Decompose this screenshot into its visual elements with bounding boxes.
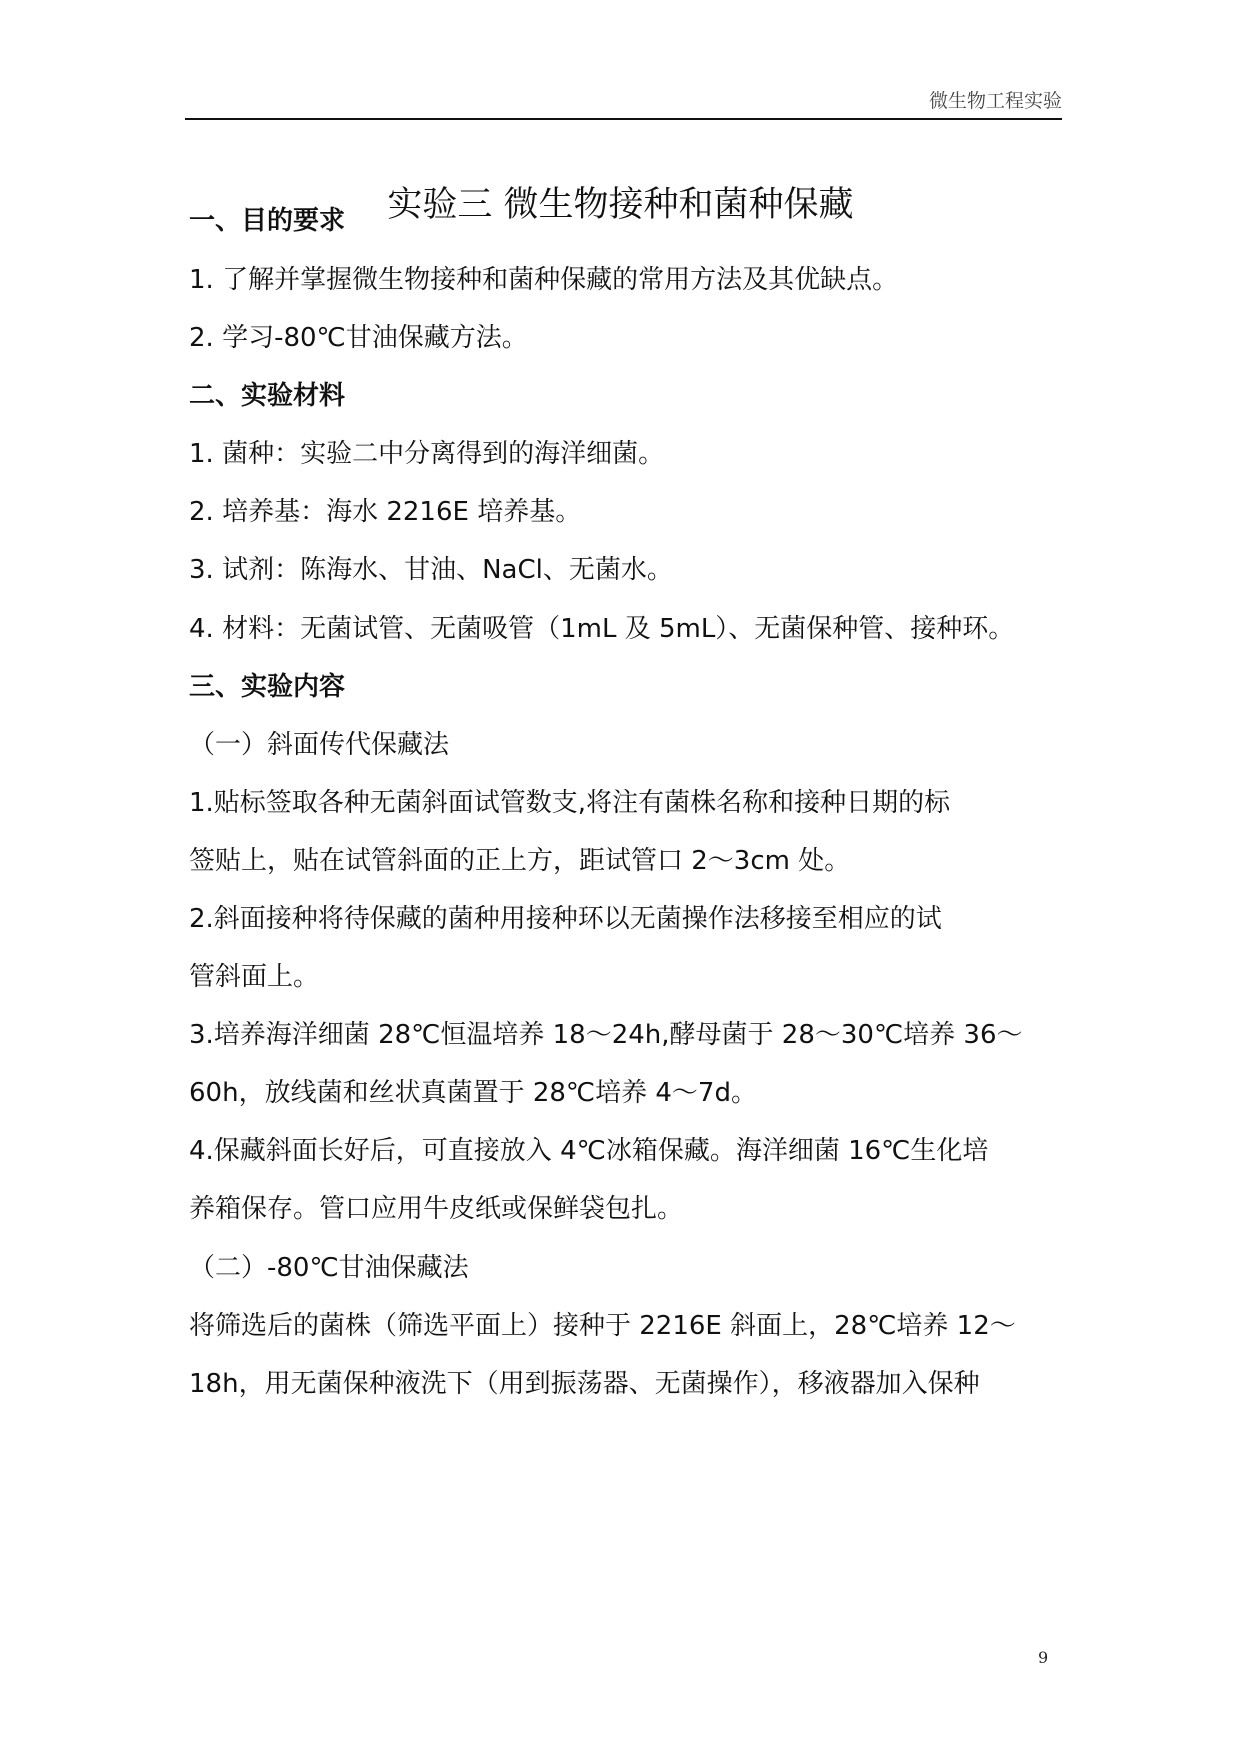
document-title: 实验三 微生物接种和菌种保藏 (387, 185, 854, 226)
paragraph-line-2: 18h，用无菌保种液洗下（用到振荡器、无菌操作），移液器加入保种 (189, 1369, 980, 1399)
objective-item-2: 2. 学习-80℃甘油保藏方法。 (189, 323, 528, 353)
step-line-5: 3.培养海洋细菌 28℃恒温培养 18～24h,酵母菌于 28～30℃培养 36～ (189, 1020, 1023, 1050)
page-header (185, 90, 1062, 120)
step-line-1: 1.贴标签取各种无菌斜面试管数支,将注有菌株名称和接种日期的标 (189, 788, 951, 818)
material-item-4: 4. 材料：无菌试管、无菌吸管（1mL 及 5mL）、无菌保种管、接种环。 (189, 614, 1015, 644)
objective-item-1: 1. 了解并掌握微生物接种和菌种保藏的常用方法及其优缺点。 (189, 265, 899, 295)
material-item-3: 3. 试剂：陈海水、甘油、NaCl、无菌水。 (189, 555, 673, 585)
subsection-heading-glycerol: （二）-80℃甘油保藏法 (189, 1253, 469, 1283)
step-line-6: 60h，放线菌和丝状真菌置于 28℃培养 4～7d。 (189, 1078, 757, 1108)
page-number: 9 (1038, 1648, 1049, 1667)
subsection-heading-slant: （一）斜面传代保藏法 (189, 730, 450, 760)
step-line-2: 签贴上，贴在试管斜面的正上方，距试管口 2～3cm 处。 (189, 846, 851, 876)
paragraph-line-1: 将筛选后的菌株（筛选平面上）接种于 2216E 斜面上，28℃培养 12～ (189, 1311, 1016, 1341)
section-heading-objectives: 一、目的要求 (189, 206, 346, 236)
section-heading-materials: 二、实验材料 (189, 381, 346, 411)
step-line-8: 养箱保存。管口应用牛皮纸或保鲜袋包扎。 (189, 1194, 684, 1224)
step-line-3: 2.斜面接种将待保藏的菌种用接种环以无菌操作法移接至相应的试 (189, 904, 942, 934)
running-title: 微生物工程实验 (928, 90, 1062, 112)
material-item-1: 1. 菌种：实验二中分离得到的海洋细菌。 (189, 439, 665, 469)
material-item-2: 2. 培养基：海水 2216E 培养基。 (189, 497, 582, 527)
step-line-7: 4.保藏斜面长好后，可直接放入 4℃冰箱保藏。海洋细菌 16℃生化培 (189, 1136, 989, 1166)
step-line-4: 管斜面上。 (189, 962, 320, 992)
section-heading-contents: 三、实验内容 (189, 672, 346, 702)
